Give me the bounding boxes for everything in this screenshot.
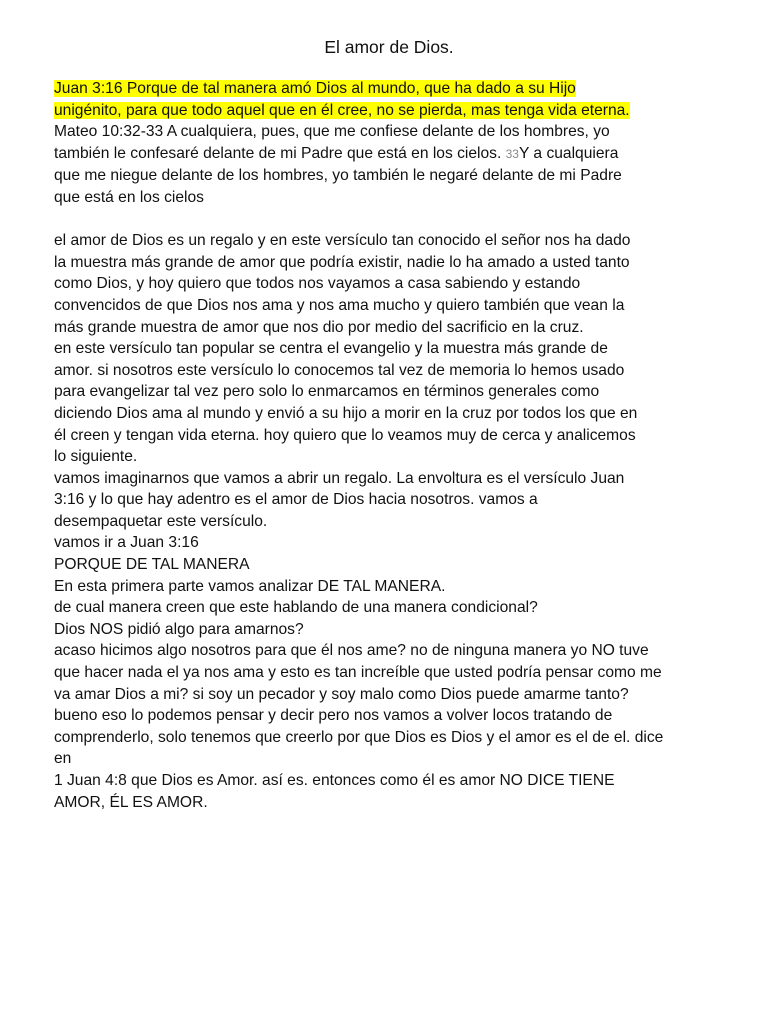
- document-title: El amor de Dios.: [324, 37, 454, 57]
- paragraph-4: vamos ir a Juan 3:16: [54, 534, 199, 552]
- mateo-verse-paragraph: [54, 121, 724, 208]
- verse-text-part2: Y a cualquiera que me niegue delante de los hombres, yo también le negaré delante de mi Padre que está en los cielos: [54, 144, 622, 206]
- paragraph-7: de cual manera creen que este hablando de una manera condicional?: [54, 599, 538, 617]
- highlighted-verse: Juan 3:16 Porque de tal manera amó Dios al mundo, que ha dado a su Hijo unigénito, para que todo aquel que en él cree, no se pierda, mas tenga vida eterna.: [54, 80, 630, 119]
- verse-text-part1: Mateo 10:32-33 A cualquiera, pues, que me confiese delante de los hombres, yo también le confesaré delante de mi Padre que está en los cielos.: [54, 123, 610, 162]
- blank-line: [54, 209, 724, 231]
- paragraph-11: 1 Juan 4:8 que Dios es Amor. así es. entonces como él es amor NO DICE TIENE AMOR, ÉL ES AMOR.: [54, 772, 615, 811]
- highlighted-verse-paragraph: [54, 78, 724, 121]
- document-page: [54, 36, 724, 813]
- paragraph-9: acaso hicimos algo nosotros para que él nos ame? no de ninguna manera yo NO tuve que hacer nada el ya nos ama y esto es tan increíble que usted podría pensar como me va amar Dios a mi? si soy un pecador y soy malo como Dios puede amarme tanto?: [54, 642, 662, 703]
- paragraph-2: en este versículo tan popular se centra el evangelio y la muestra más grande de amor. si nosotros este versículo lo conocemos tal vez de memoria lo hemos usado para evangelizar tal vez pero solo lo enmarcamos en términos generales como diciendo Dios ama al mundo y envió a su hijo a morir en la cruz por todos los que en él creen y tengan vida eterna. hoy quiero que lo veamos muy de cerca y analicemos lo siguiente.: [54, 340, 638, 466]
- paragraph-1: el amor de Dios es un regalo y en este versículo tan conocido el señor nos ha dado la muestra más grande de amor que podría existir, nadie lo ha amado a usted tanto como Dios, y hoy quiero que todos nos vayamos a casa sabiendo y estando convencidos de que Dios nos ama y nos ama mucho y quiero también que vean la más grande muestra de amor que nos dio por medio del sacrificio en la cruz.: [54, 232, 631, 336]
- verse-number: 33: [505, 146, 519, 161]
- paragraph-5: PORQUE DE TAL MANERA: [54, 556, 250, 574]
- paragraph-3: vamos imaginarnos que vamos a abrir un regalo. La envoltura es el versículo Juan 3:16 y lo que hay adentro es el amor de Dios hacia nosotros. vamos a desempaquetar este versículo.: [54, 469, 625, 530]
- paragraph-10: bueno eso lo podemos pensar y decir pero nos vamos a volver locos tratando de comprenderlo, solo tenemos que creerlo por que Dios es Dios y el amor es el de el. dice en: [54, 707, 664, 768]
- paragraph-6: En esta primera parte vamos analizar DE TAL MANERA.: [54, 577, 446, 595]
- paragraph-8: Dios NOS pidió algo para amarnos?: [54, 620, 304, 638]
